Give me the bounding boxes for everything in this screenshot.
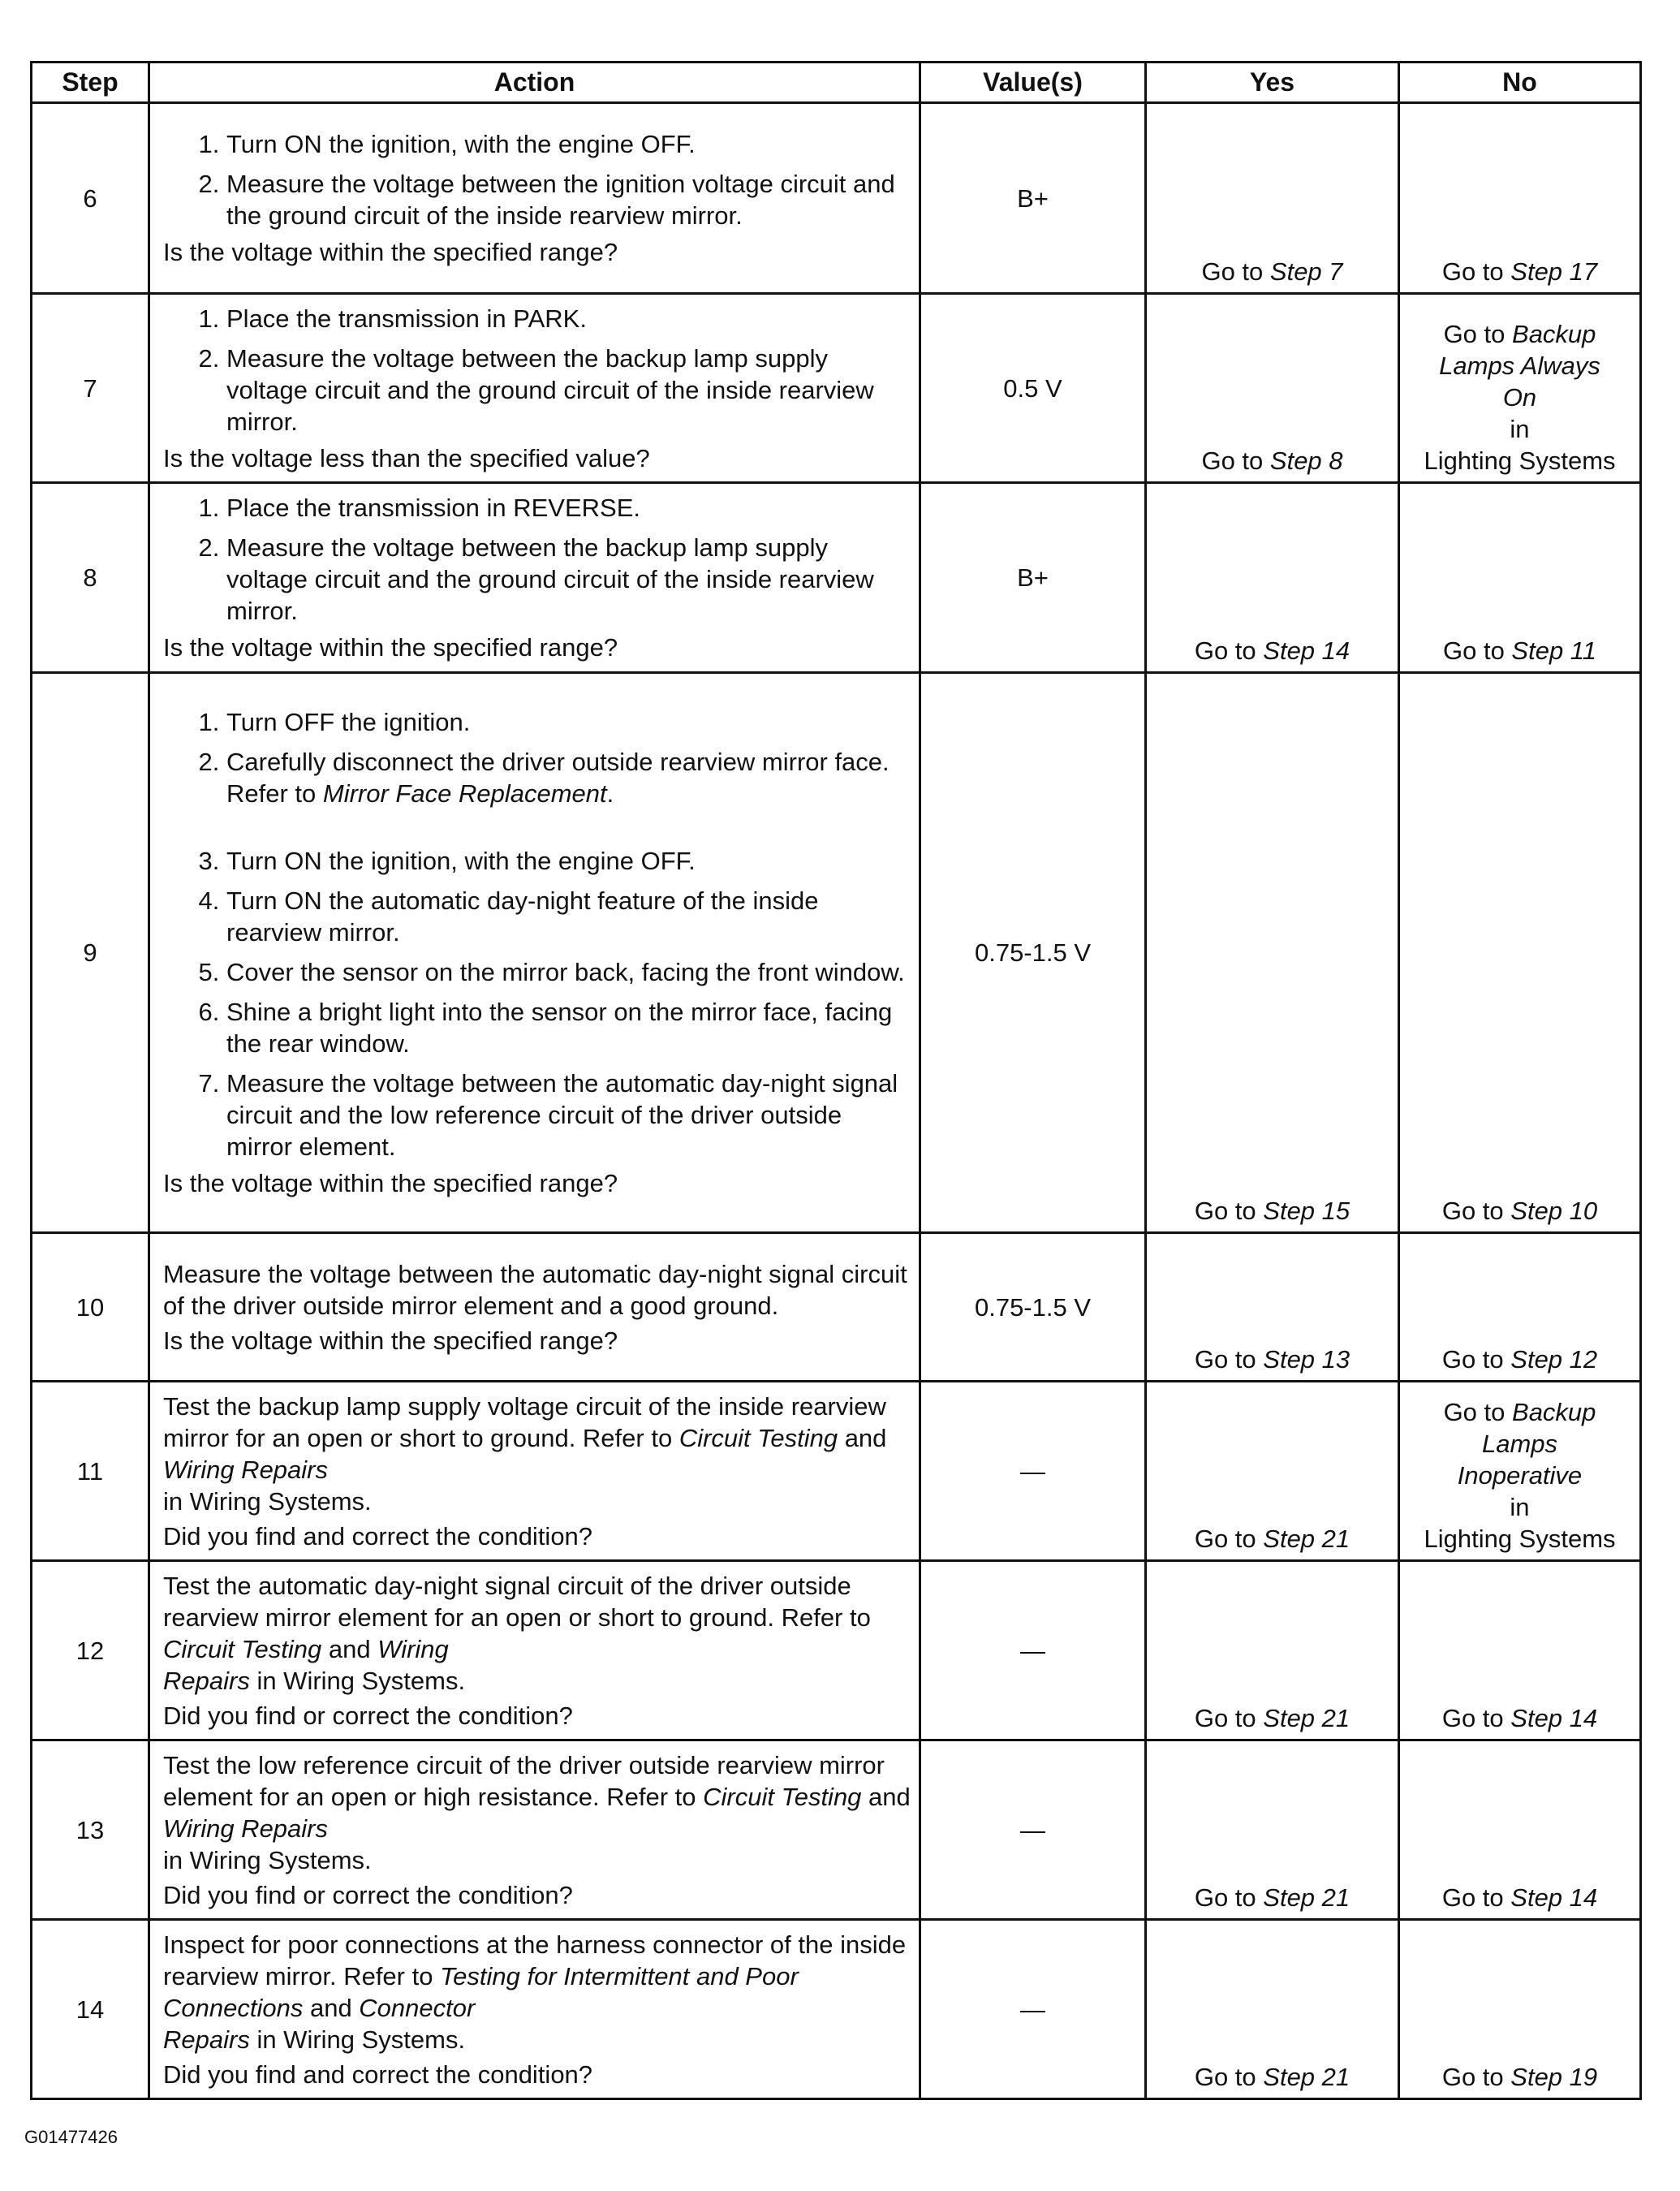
yes-cell bbox=[1146, 1233, 1399, 1382]
action-item: 2. Measure the voltage between the backup lamp supply voltage circuit and the ground circuit of the inside rearview mirror. bbox=[226, 343, 911, 438]
table-row bbox=[32, 673, 1641, 1233]
yes-step-ref: Step 15 bbox=[1263, 1197, 1350, 1225]
action-text: Test the automatic day-night signal circuit of the driver outside rearview mirror element for an open or short to ground. Refer to bbox=[163, 1571, 871, 1632]
yes-cell bbox=[1146, 483, 1399, 673]
action-text: in Wiring Systems. bbox=[249, 2025, 466, 2054]
no-in: in bbox=[1510, 415, 1530, 443]
reference-link: Wiring bbox=[377, 1634, 449, 1663]
action-cell bbox=[149, 1233, 920, 1382]
yes-cell bbox=[1146, 673, 1399, 1233]
yes-cell bbox=[1146, 294, 1399, 483]
step-number: 10 bbox=[32, 1233, 149, 1382]
action-question: Is the voltage less than the specified value? bbox=[163, 443, 650, 472]
no-cell bbox=[1399, 673, 1641, 1233]
no-cell bbox=[1399, 294, 1641, 483]
header-values: Value(s) bbox=[920, 63, 1146, 103]
value-cell: — bbox=[920, 1561, 1146, 1740]
action-text: and bbox=[861, 1782, 911, 1811]
action-item: 5. Cover the sensor on the mirror back, facing the front window. bbox=[226, 956, 911, 988]
value-cell: — bbox=[920, 1920, 1146, 2099]
no-cell bbox=[1399, 1233, 1641, 1382]
action-item: 1. Turn ON the ignition, with the engine OFF. bbox=[226, 128, 911, 160]
reference-link: Wiring Repairs bbox=[163, 1814, 328, 1843]
no-prefix: Go to bbox=[1441, 2063, 1511, 2091]
no-ref-line: On bbox=[1502, 383, 1537, 412]
action-question: Did you find and correct the condition? bbox=[163, 2059, 593, 2089]
yes-prefix: Go to bbox=[1194, 1345, 1264, 1374]
action-question: Did you find or correct the condition? bbox=[163, 1880, 573, 1909]
reference-link: Mirror Face Replacement bbox=[322, 779, 607, 808]
no-cell bbox=[1399, 483, 1641, 673]
no-prefix: Go to bbox=[1441, 1345, 1511, 1374]
no-ref-line: Backup bbox=[1512, 320, 1596, 348]
yes-step-ref: Step 21 bbox=[1263, 1883, 1350, 1912]
yes-step-ref: Step 14 bbox=[1263, 636, 1350, 665]
action-cell bbox=[149, 1920, 920, 2099]
action-text: Measure the voltage between the automatic day-night signal circuit of the driver outside mirror element and a good ground. bbox=[163, 1259, 907, 1320]
table-row bbox=[32, 1382, 1641, 1561]
yes-prefix: Go to bbox=[1194, 1197, 1264, 1225]
action-text: Test the backup lamp supply voltage circuit of the inside rearview mirror for an open or short to ground. Refer to bbox=[163, 1391, 886, 1452]
yes-prefix: Go to bbox=[1201, 257, 1270, 286]
no-step-ref: Step 12 bbox=[1510, 1345, 1598, 1374]
action-text: in Wiring Systems. bbox=[163, 1486, 372, 1516]
yes-prefix: Go to bbox=[1201, 446, 1270, 475]
action-text: and bbox=[303, 1993, 360, 2022]
action-cell bbox=[149, 294, 920, 483]
yes-prefix: Go to bbox=[1194, 1704, 1264, 1732]
table-row bbox=[32, 1920, 1641, 2099]
value-cell: — bbox=[920, 1740, 1146, 1920]
value-cell: — bbox=[920, 1382, 1146, 1561]
action-cell bbox=[149, 673, 920, 1233]
table-row bbox=[32, 483, 1641, 673]
reference-link: Wiring Repairs bbox=[163, 1455, 328, 1484]
reference-link: Repairs bbox=[163, 1666, 250, 1695]
action-text: and bbox=[838, 1423, 887, 1452]
action-item: 4. Turn ON the automatic day-night feature of the inside rearview mirror. bbox=[226, 885, 911, 948]
action-item: 2. Measure the voltage between the ignition voltage circuit and the ground circuit of the inside rearview mirror. bbox=[226, 168, 911, 231]
no-step-ref: Step 14 bbox=[1510, 1883, 1598, 1912]
action-text: . bbox=[606, 779, 614, 808]
step-number: 8 bbox=[32, 483, 149, 673]
value-cell: B+ bbox=[920, 483, 1146, 673]
no-ref-line: Inoperative bbox=[1457, 1461, 1583, 1490]
yes-cell bbox=[1146, 1561, 1399, 1740]
no-system: Lighting Systems bbox=[1424, 446, 1616, 475]
yes-step-ref: Step 8 bbox=[1269, 446, 1343, 475]
action-item: 1. Turn OFF the ignition. bbox=[226, 706, 911, 738]
header-yes: Yes bbox=[1146, 63, 1399, 103]
action-question: Did you find or correct the condition? bbox=[163, 1701, 573, 1730]
action-cell bbox=[149, 1740, 920, 1920]
action-item: 6. Shine a bright light into the sensor on the mirror face, facing the rear window. bbox=[226, 996, 911, 1059]
yes-step-ref: Step 21 bbox=[1263, 1704, 1350, 1732]
action-text: in Wiring Systems. bbox=[249, 1666, 466, 1695]
action-item bbox=[226, 746, 911, 837]
no-prefix: Go to bbox=[1443, 320, 1506, 348]
header-step: Step bbox=[32, 63, 149, 103]
no-ref-line: Lamps bbox=[1481, 1430, 1558, 1458]
diagnostic-table bbox=[30, 61, 1642, 2100]
action-text: Test the low reference circuit of the driver outside rearview mirror element for an open or high resistance. Refer to bbox=[163, 1750, 885, 1811]
figure-id: G01477426 bbox=[24, 2127, 118, 2147]
yes-step-ref: Step 7 bbox=[1269, 257, 1343, 286]
no-ref-line: Backup bbox=[1512, 1398, 1596, 1426]
no-cell bbox=[1399, 1740, 1641, 1920]
no-step-ref: Step 10 bbox=[1510, 1197, 1598, 1225]
no-step-ref: Step 19 bbox=[1510, 2063, 1598, 2091]
table-row bbox=[32, 1233, 1641, 1382]
reference-link: Connector bbox=[359, 1993, 476, 2022]
step-number: 7 bbox=[32, 294, 149, 483]
step-number: 11 bbox=[32, 1382, 149, 1561]
table-row bbox=[32, 1561, 1641, 1740]
yes-prefix: Go to bbox=[1194, 1525, 1264, 1553]
yes-prefix: Go to bbox=[1194, 636, 1264, 665]
reference-link: Circuit Testing bbox=[703, 1782, 862, 1811]
action-cell bbox=[149, 103, 920, 294]
yes-step-ref: Step 13 bbox=[1263, 1345, 1350, 1374]
action-question: Is the voltage within the specified range? bbox=[163, 1169, 618, 1197]
action-question: Is the voltage within the specified range? bbox=[163, 633, 618, 662]
step-number: 12 bbox=[32, 1561, 149, 1740]
step-number: 13 bbox=[32, 1740, 149, 1920]
no-step-ref: Step 17 bbox=[1510, 257, 1598, 286]
action-text: Carefully disconnect the driver outside rearview mirror face. Refer to bbox=[226, 748, 890, 808]
no-cell bbox=[1399, 1382, 1641, 1561]
step-number: 9 bbox=[32, 673, 149, 1233]
action-question: Did you find and correct the condition? bbox=[163, 1521, 593, 1551]
no-step-ref: Step 14 bbox=[1510, 1704, 1598, 1732]
no-cell bbox=[1399, 1561, 1641, 1740]
reference-link: Circuit Testing bbox=[163, 1634, 322, 1663]
action-cell bbox=[149, 483, 920, 673]
action-cell bbox=[149, 1382, 920, 1561]
no-prefix: Go to bbox=[1443, 1398, 1506, 1426]
no-prefix: Go to bbox=[1441, 1883, 1511, 1912]
action-item: 1. Place the transmission in PARK. bbox=[226, 303, 911, 334]
yes-prefix: Go to bbox=[1194, 1883, 1264, 1912]
no-prefix: Go to bbox=[1441, 1704, 1511, 1732]
no-ref-line: Lamps Always bbox=[1439, 352, 1600, 380]
table-row bbox=[32, 1740, 1641, 1920]
no-cell bbox=[1399, 103, 1641, 294]
header-no: No bbox=[1399, 63, 1641, 103]
value-cell: 0.75-1.5 V bbox=[920, 1233, 1146, 1382]
yes-cell bbox=[1146, 1382, 1399, 1561]
yes-step-ref: Step 21 bbox=[1263, 2063, 1350, 2091]
reference-link: Repairs bbox=[163, 2025, 250, 2054]
reference-link: Circuit Testing bbox=[678, 1423, 838, 1452]
no-prefix: Go to bbox=[1441, 257, 1511, 286]
no-cell bbox=[1399, 1920, 1641, 2099]
no-prefix: Go to bbox=[1442, 636, 1512, 665]
step-number: 14 bbox=[32, 1920, 149, 2099]
yes-cell bbox=[1146, 1920, 1399, 2099]
yes-cell bbox=[1146, 103, 1399, 294]
no-system: Lighting Systems bbox=[1424, 1525, 1616, 1553]
action-question: Is the voltage within the specified range? bbox=[163, 1326, 618, 1355]
table-row bbox=[32, 294, 1641, 483]
step-number: 6 bbox=[32, 103, 149, 294]
no-in: in bbox=[1510, 1493, 1530, 1521]
value-cell: 0.5 V bbox=[920, 294, 1146, 483]
header-row bbox=[32, 63, 1641, 103]
action-text: and bbox=[321, 1634, 378, 1663]
action-item: 1. Place the transmission in REVERSE. bbox=[226, 492, 911, 524]
action-item: 7. Measure the voltage between the automatic day-night signal circuit and the low reference circuit of the driver outside mirror element. bbox=[226, 1067, 911, 1162]
yes-prefix: Go to bbox=[1194, 2063, 1264, 2091]
no-prefix: Go to bbox=[1441, 1197, 1511, 1225]
yes-step-ref: Step 21 bbox=[1263, 1525, 1350, 1553]
reference-link: Testing for Intermittent and Poor Connections bbox=[163, 1961, 799, 2022]
header-action: Action bbox=[149, 63, 920, 103]
action-item: 2. Measure the voltage between the backup lamp supply voltage circuit and the ground circuit of the inside rearview mirror. bbox=[226, 532, 911, 627]
no-step-ref: Step 11 bbox=[1511, 636, 1596, 665]
yes-cell bbox=[1146, 1740, 1399, 1920]
action-text: in Wiring Systems. bbox=[163, 1845, 372, 1874]
table-row bbox=[32, 103, 1641, 294]
action-cell bbox=[149, 1561, 920, 1740]
action-text: Inspect for poor connections at the harness connector of the inside rearview mirror. Refer to bbox=[163, 1930, 907, 1990]
action-item: 3. Turn ON the ignition, with the engine OFF. bbox=[226, 845, 911, 877]
value-cell: B+ bbox=[920, 103, 1146, 294]
value-cell: 0.75-1.5 V bbox=[920, 673, 1146, 1233]
action-question: Is the voltage within the specified range? bbox=[163, 238, 618, 266]
